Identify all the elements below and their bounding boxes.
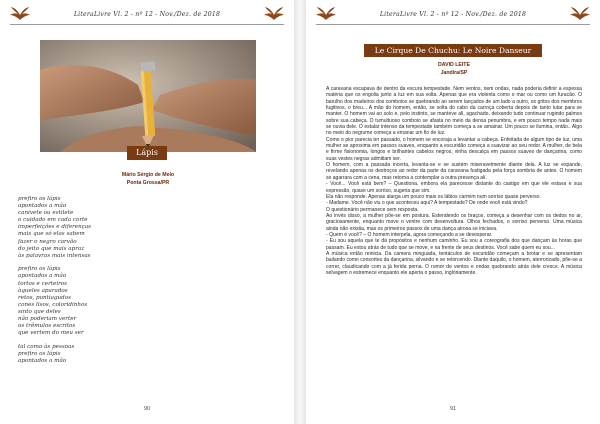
- right-page: [306, 0, 600, 424]
- header-title: LiteraLivre Vl. 2 - nº 12 - Nov./Dez. de 2018: [73, 11, 221, 18]
- poem-line: àqueles aparados: [18, 287, 68, 294]
- poem-line: apontados a mão: [18, 357, 67, 364]
- winged-emblem-icon: [10, 6, 30, 22]
- page-header: [10, 10, 284, 25]
- book-gutter: [294, 0, 306, 424]
- winged-emblem-icon: [316, 6, 336, 22]
- header-title: LiteraLivre Vl. 2 - nº 12 - Nov./Dez. de 2018: [379, 11, 527, 18]
- paragraph: O questionário permanece sem resposta.: [326, 206, 419, 213]
- poem-line: canivete ou estilete: [18, 210, 74, 217]
- poem-line: apontados a mão: [18, 273, 67, 280]
- poem-text: [18, 196, 178, 372]
- poem-line: tortos e certeiros: [18, 280, 68, 287]
- poem-stanza: [18, 266, 178, 337]
- paragraph: A música então reinicia. Da camera minguada, tentáculos de escuridão começam a brotar e se apresentam bailando como consortes da dançarina, silvando e se retorcendo. Diante daquilo, o homem, aterrorizado, põe-se a correr, claudicando com a já ferida perna. O rumor de ventos e ondas quebrando atrás dele cresce. A música selvagem o estremece enquanto ele aperta o passo, inglóriamente.: [326, 250, 582, 276]
- left-page: [0, 0, 294, 424]
- paragraph: - Você... Você está bem? – Questiona, embora ela parecesse distante do castigo em que ele estava e sua expressão, quase um sorriso, sugeria que sim.: [326, 181, 582, 194]
- poem-line: não poderiam verter: [18, 316, 77, 322]
- winged-emblem-icon: [570, 6, 590, 22]
- paragraph: A caravana escapava de dentro da escura tempestade. Nem ventos, nem ondas, nada poderia definir a espessa matéria que os engolia junto a luz em sua volta. Apenas que era violenta como o mar ou como um furacão. O barulho dos madeiros dos comboios se quebrando ao serem lançados de um lado a outro, os gritos dos membros fugitivos, o breu... A mão do homem, então, se solta do cabo da carroça coberta depois de tanto lutar para se manter. O homem vai ao solo e, pelo instinto, se manteve ali, agachado, deixando tudo continuar rugindo palmos sobre sua cabeça. O tumultuoso comboio se afasta no meio da densa penumbra, e em pouco tempo nada mais se ouvia dele. O estalar intenso da tempestade também começa a se amainar. Um pouco se ilumina, então.. Algo no meio do negrume começa a emanar um fio de luz.: [326, 86, 582, 137]
- poem-line: tal como às pessoas: [18, 343, 75, 350]
- poem-line: imperfeições e diferenças: [18, 224, 92, 231]
- paragraph: Ao invés disso, a mulher põe-se em postura. Estendendo os braços, começa a desenhar com os dedos no ar, graciosamente, enquanto move o ventre com desenvoltura. Olhos fechados, o sorriso perverso. Uma música ainda não existia, mas os primeiros passos de uma dança airosa se iniciava.: [326, 212, 582, 232]
- author-place: Jandira/SP: [440, 69, 468, 76]
- poem-line: cones lisos, coloridinhos: [18, 301, 88, 308]
- paragraph: Ela não responde. Apenas alarga um pouco mais os lábios carmim num sorriso quase perverso.: [326, 193, 541, 200]
- pencil-photo: [40, 40, 256, 152]
- paragraph: - Eu sou aquela que te dá propósitos e nenhum caminho. Eu sou a coreografia dos que dançam às horas que passam. Eu estou atrás de tudo que se move, e na frente de seus destinos. Você sabe quem eu sou...: [326, 238, 582, 251]
- poem-line: o cuidado em cada corte: [18, 217, 88, 224]
- poem-line: fazer o negro carvão: [18, 238, 77, 245]
- poem-line: prefiro os lápis: [18, 350, 61, 357]
- story-title: Le Cirque De Chuchu: Le Noire Danseur: [364, 44, 542, 57]
- poem-line: os trêmulos escritos: [18, 323, 76, 330]
- paragraph: - Madame. Você não viu o que aconteceu aqui? A tempestade? De onde você está vindo?: [326, 200, 528, 207]
- poem-title: Lápis: [127, 146, 167, 160]
- poem-line: às palavras mais intensas: [18, 252, 91, 259]
- poem-line: prefiro os lápis: [18, 196, 61, 202]
- page-header: [316, 10, 590, 25]
- paragraph: Como o pior parecia ter passado, o homem se encoraja a levantar a cabeça. Enfeitada de algum tipo de luz, uma mulher se aproxima em passos suaves, enquanto a escuridão começa a suavizar ao seu redor. A mulher, de bela e firme fisionomia, longos e brilhantes cabelos negros, vinha descalça em passos suaves de dançarina, como suas vestes negras admitiam ser.: [326, 136, 582, 162]
- poem-stanza: [18, 344, 178, 365]
- poem-line: mais que só elas sabem: [18, 231, 85, 238]
- poem-author: [80, 172, 216, 187]
- story-author: [366, 62, 542, 77]
- story-body: [326, 86, 582, 276]
- page-number: 90: [143, 406, 151, 412]
- poem-line: apontados a mão: [18, 203, 67, 210]
- page-number: 91: [449, 406, 457, 412]
- poem-line: do jeito que mais apraz: [18, 245, 85, 252]
- poem-line: prefiro os lápis: [18, 266, 61, 273]
- poem-stanza: [18, 196, 178, 260]
- winged-emblem-icon: [264, 6, 284, 22]
- poem-line: retos, pontiagudos: [18, 294, 71, 301]
- author-place: Ponta Grossa/PR: [126, 179, 170, 186]
- poem-line: sinto que deles: [18, 308, 61, 315]
- author-name: DAVID LEITE: [438, 62, 470, 68]
- poem-line: que vertem do meu ser: [18, 330, 84, 337]
- paragraph: O homem, com a passada incerta, levanta-se e se sustém miseravelmente diante dela. A luz se expande, revelando apenas os destroços ao redor da parte da caravana fustigada pela força sombria de antes. O homem se agarrara com a cena, mas retorna a contemplar a outra presença ali.: [326, 162, 582, 181]
- author-name: Mário Sérgio de Melo: [121, 172, 175, 178]
- paragraph: - Quem é você? – O homem interpela, agora começando a se desesperar.: [326, 231, 493, 238]
